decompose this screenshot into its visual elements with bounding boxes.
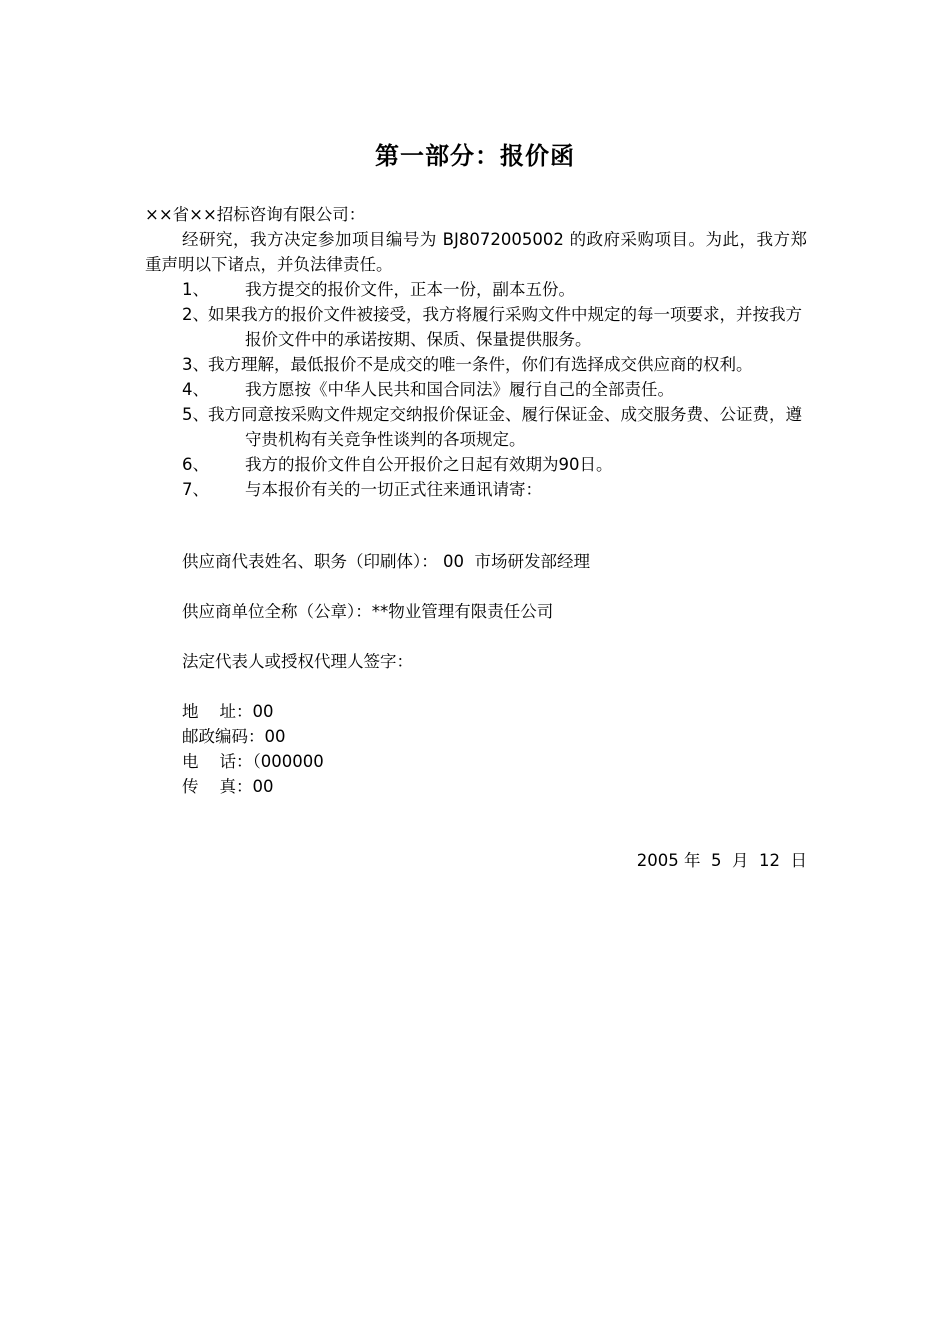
phone-line: 电 话：（000000 bbox=[182, 752, 324, 771]
item-number: 3、 bbox=[182, 355, 209, 374]
item-number: 5、 bbox=[182, 405, 209, 424]
document-date: 2005 年 5 月 12 日 bbox=[636, 851, 807, 870]
list-item bbox=[182, 277, 807, 302]
item-text: 与本报价有关的一切正式往来通讯请寄： bbox=[245, 480, 542, 499]
item-text: 如果我方的报价文件被接受，我方将履行采购文件中规定的每一项要求，并按我方报价文件中的承诺按期、保质、保量提供服务。 bbox=[208, 305, 802, 349]
intro-paragraph: 经研究，我方决定参加项目编号为 BJ8072005002 的政府采购项目。为此，我方郑重声明以下诸点，并负法律责任。 bbox=[145, 230, 807, 274]
item-number: 1、 bbox=[182, 280, 209, 299]
fax-line: 传 真：00 bbox=[182, 777, 274, 796]
item-number: 6、 bbox=[182, 455, 209, 474]
list-item bbox=[182, 477, 807, 502]
item-text: 我方的报价文件自公开报价之日起有效期为90日。 bbox=[245, 455, 613, 474]
item-number: 4、 bbox=[182, 380, 209, 399]
supplier-rep-line: 供应商代表姓名、职务（印刷体）： 00 市场研发部经理 bbox=[182, 552, 590, 571]
list-item bbox=[182, 352, 807, 377]
supplier-company-line: 供应商单位全称（公章）：**物业管理有限责任公司 bbox=[182, 602, 554, 621]
list-item bbox=[182, 402, 807, 452]
signature-line: 法定代表人或授权代理人签字： bbox=[182, 652, 413, 671]
item-text: 我方提交的报价文件，正本一份，副本五份。 bbox=[245, 280, 575, 299]
list-item bbox=[182, 377, 807, 402]
list-item bbox=[182, 302, 807, 352]
item-number: 2、 bbox=[182, 305, 209, 324]
item-number: 7、 bbox=[182, 480, 209, 499]
declaration-list bbox=[182, 277, 807, 502]
document-title: 第一部分：报价函 bbox=[375, 142, 575, 170]
item-text: 我方同意按采购文件规定交纳报价保证金、履行保证金、成交服务费、公证费，遵守贵机构有关竞争性谈判的各项规定。 bbox=[208, 405, 802, 449]
addressee: ××省××招标咨询有限公司： bbox=[145, 205, 366, 224]
item-text: 我方愿按《中华人民共和国合同法》履行自己的全部责任。 bbox=[245, 380, 674, 399]
address-line: 地 址：00 bbox=[182, 702, 274, 721]
list-item bbox=[182, 452, 807, 477]
item-text: 我方理解，最低报价不是成交的唯一条件，你们有选择成交供应商的权利。 bbox=[208, 355, 753, 374]
postcode-line: 邮政编码：00 bbox=[182, 727, 286, 746]
